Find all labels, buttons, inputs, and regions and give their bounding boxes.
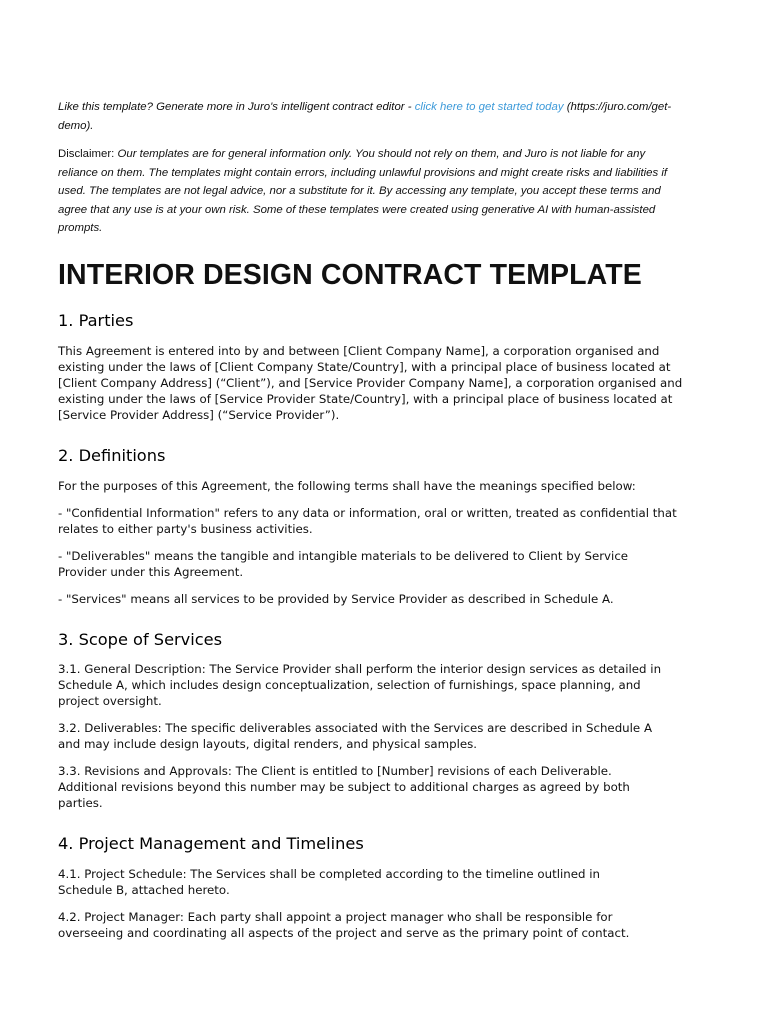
promo-text: Like this template? Generate more in Juro's intelligent contract editor -: [58, 101, 415, 113]
get-started-link[interactable]: click here to get started today: [414, 101, 564, 113]
section-heading-scope: 3. Scope of Services: [58, 629, 223, 649]
definition-services: - "Services" means all services to be provided by Service Provider as described in Schedule A.: [58, 591, 614, 606]
promo-url: (https://juro.com/get-demo).: [58, 101, 672, 132]
section-heading-project-management: 4. Project Management and Timelines: [58, 833, 364, 853]
disclaimer-text: Our templates are for general information only. You should not rely on them, and Juro is not liable for any reliance on them. The templates might contain errors, including unlawful provisions and might create risks and liabilities if used. The templates are not legal advice, nor a substitute for it. By accessing any template, you accept these terms and agree that any use is at your own risk. Some of these templates were created using generative AI with human-assisted prompts.: [58, 148, 668, 234]
definition-deliverables: - "Deliverables" means the tangible and intangible materials to be delivered to Client by Service Provider under this Agreement.: [58, 548, 629, 579]
disclaimer-label: Disclaimer:: [58, 148, 118, 160]
project-schedule: 4.1. Project Schedule: The Services shall be completed according to the timeline outlined in Schedule B, attached hereto.: [58, 866, 601, 897]
parties-paragraph: This Agreement is entered into by and between [Client Company Name], a corporation organised and existing under the laws of [Client Company State/Country], with a principal place of business located at [Client Company Address] (“Client”), and [Service Provider Company Name], a corporation organised and existing under the laws of [Service Provider State/Country], with a principal place of business located at [Service Provider Address] (“Service Provider”).: [58, 343, 683, 422]
document-title: INTERIOR DESIGN CONTRACT TEMPLATE: [58, 258, 642, 291]
template-promo: [58, 98, 688, 135]
scope-deliverables: 3.2. Deliverables: The specific deliverables associated with the Services are described in Schedule A and may include design layouts, digital renders, and physical samples.: [58, 720, 653, 751]
section-heading-parties: 1. Parties: [58, 310, 134, 330]
disclaimer: [58, 145, 688, 238]
definitions-intro: For the purposes of this Agreement, the following terms shall have the meanings specified below:: [58, 478, 636, 493]
scope-revisions: 3.3. Revisions and Approvals: The Client is entitled to [Number] revisions of each Deliverable. Additional revisions beyond this number may be subject to additional charges as agreed by both parties.: [58, 763, 630, 810]
project-manager: 4.2. Project Manager: Each party shall appoint a project manager who shall be responsible for overseeing and coordinating all aspects of the project and serve as the primary point of contact.: [58, 909, 630, 940]
document-page: [58, 98, 688, 941]
section-heading-definitions: 2. Definitions: [58, 445, 166, 465]
definition-confidential-information: - "Confidential Information" refers to any data or information, oral or written, treated as confidential that relates to either party's business activities.: [58, 505, 677, 536]
scope-general-description: 3.1. General Description: The Service Provider shall perform the interior design services as detailed in Schedule A, which includes design conceptualization, selection of furnishings, space planning, and project oversight.: [58, 661, 662, 708]
